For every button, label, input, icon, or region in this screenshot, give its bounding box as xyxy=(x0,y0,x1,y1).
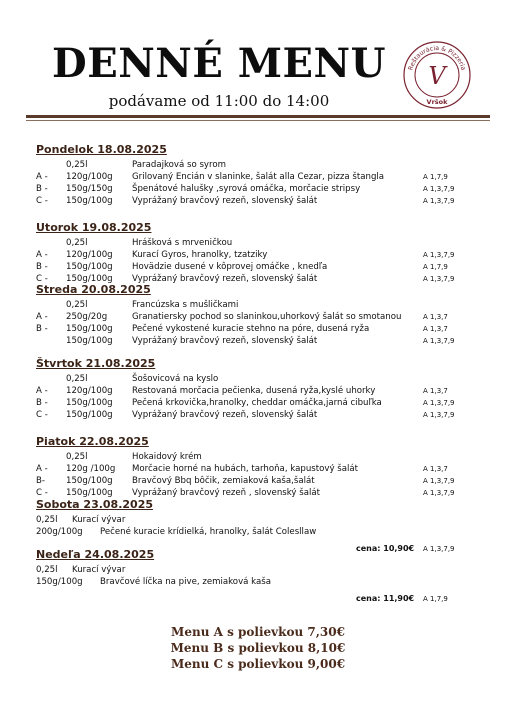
item-letter: A - xyxy=(36,250,48,260)
menu-item-row xyxy=(0,475,516,487)
item-allergens: A 1,3,7 xyxy=(423,325,448,333)
day-heading: Nedeľa 24.08.2025 xyxy=(36,548,155,561)
menu-item-row xyxy=(0,183,516,195)
item-allergens: A 1,3,7,9 xyxy=(423,251,455,259)
item-quantity: 150g/100g xyxy=(66,336,113,346)
item-dish: Vyprážaný bravčový rezeň, slovenský šalát xyxy=(132,336,318,346)
item-allergens: A 1,3,7,9 xyxy=(423,275,455,283)
item-dish: Hokaidový krém xyxy=(132,452,202,462)
item-letter: B - xyxy=(36,262,48,272)
item-dish: Bravčový Bbq bôčik, zemiaková kaša,šalát xyxy=(132,476,315,486)
item-dish: Vyprážaný bravčový rezeň, slovenský šalát xyxy=(132,196,318,206)
day-heading: Utorok 19.08.2025 xyxy=(36,221,152,234)
menu-item-row xyxy=(0,311,516,323)
item-quantity: 200g/100g xyxy=(36,527,83,537)
item-dish: Paradajková so syrom xyxy=(132,160,226,170)
item-dish: Hrášková s mrveničkou xyxy=(132,238,233,248)
page-title: DENNÉ MENU xyxy=(52,40,386,87)
item-quantity: 0,25l xyxy=(66,160,88,170)
weekend-price-row xyxy=(0,593,516,605)
item-dish: Vyprážaný bravčový rezeň, slovenský šalát xyxy=(132,274,318,284)
item-quantity: 120g/100g xyxy=(66,386,113,396)
item-quantity: 0,25l xyxy=(36,565,58,575)
item-quantity: 0,25l xyxy=(66,238,88,248)
item-dish: Hovädzie dusené v kôprovej omáčke , knedľa xyxy=(132,262,328,272)
menu-price-b: Menu B s polievkou 8,10€ xyxy=(170,641,346,655)
item-dish: Špenátové halušky ,syrová omáčka, morčacie stripsy xyxy=(132,184,361,194)
item-allergens: A 1,7,9 xyxy=(423,263,448,271)
item-allergens: A 1,3,7 xyxy=(423,465,448,473)
item-quantity: 0,25l xyxy=(66,452,88,462)
item-dish: Pečené vykostené kuracie stehno na póre, dusená ryža xyxy=(132,324,370,334)
item-dish: Restovaná morčacia pečienka, dusená ryža,kyslé uhorky xyxy=(132,386,376,396)
item-quantity: 120g /100g xyxy=(66,464,116,474)
item-allergens: A 1,3,7,9 xyxy=(423,477,455,485)
item-allergens: A 1,3,7,9 xyxy=(423,399,455,407)
item-dish: Kurací vývar xyxy=(72,515,126,525)
item-letter: A - xyxy=(36,172,48,182)
item-letter: A - xyxy=(36,386,48,396)
item-dish: Francúzska s mušličkami xyxy=(132,300,239,310)
item-letter: B - xyxy=(36,324,48,334)
menu-item-row xyxy=(0,397,516,409)
item-letter: A - xyxy=(36,312,48,322)
weekend-allergens: A 1,7,9 xyxy=(423,595,448,603)
item-quantity: 150g/100g xyxy=(66,274,113,284)
item-dish: Pečená krkovička,hranolky, cheddar omáčka,jarná cibuľka xyxy=(132,398,382,408)
item-quantity: 120g/100g xyxy=(66,172,113,182)
soup-row xyxy=(0,299,516,311)
item-quantity: 150g/100g xyxy=(66,410,113,420)
item-letter: B - xyxy=(36,184,48,194)
item-dish: Granatiersky pochod so slaninkou,uhorkový šalát so smotanou xyxy=(132,312,402,322)
item-letter: C - xyxy=(36,196,48,206)
item-quantity: 150g/100g xyxy=(66,476,113,486)
item-quantity: 0,25l xyxy=(66,374,88,384)
day-heading: Streda 20.08.2025 xyxy=(36,283,151,296)
item-allergens: A 1,3,7,9 xyxy=(423,489,455,497)
item-letter: B- xyxy=(36,476,45,486)
menu-price-c: Menu C s polievkou 9,00€ xyxy=(170,657,346,671)
header-divider-thin xyxy=(26,120,490,121)
item-dish: Pečené kuracie krídielká, hranolky, šalát Colesllaw xyxy=(100,527,317,537)
soup-row xyxy=(0,237,516,249)
item-letter: C - xyxy=(36,410,48,420)
item-dish: Bravčové líčka na pive, zemiaková kaša xyxy=(100,577,271,587)
item-dish: Kurací vývar xyxy=(72,565,126,575)
item-quantity: 150g/100g xyxy=(66,488,113,498)
weekend-menu-row xyxy=(0,576,516,588)
item-letter: C - xyxy=(36,274,48,284)
item-quantity: 0,25l xyxy=(66,300,88,310)
menu-item-row xyxy=(0,171,516,183)
item-allergens: A 1,3,7,9 xyxy=(423,185,455,193)
item-dish: Vyprážaný bravčový rezeň , slovenský šalát xyxy=(132,488,321,498)
header-divider xyxy=(26,115,490,118)
soup-row xyxy=(0,159,516,171)
item-quantity: 150g/150g xyxy=(66,184,113,194)
item-dish: Vyprážaný bravčový rezeň, slovenský šalát xyxy=(132,410,318,420)
restaurant-logo xyxy=(402,40,472,110)
weekend-menu-row xyxy=(0,526,516,538)
logo-arc-text: Reštaurácia & Pizzeria xyxy=(407,45,467,72)
item-letter: A - xyxy=(36,464,48,474)
day-heading: Pondelok 18.08.2025 xyxy=(36,143,167,156)
weekend-menu-row xyxy=(0,564,516,576)
menu-price-a: Menu A s polievkou 7,30€ xyxy=(171,625,345,639)
day-heading: Štvrtok 21.08.2025 xyxy=(36,357,156,370)
menu-item-row xyxy=(0,335,516,347)
item-quantity: 150g/100g xyxy=(36,577,83,587)
item-allergens: A 1,3,7,9 xyxy=(423,411,455,419)
item-allergens: A 1,3,7 xyxy=(423,313,448,321)
item-allergens: A 1,7,9 xyxy=(423,173,448,181)
menu-item-row xyxy=(0,195,516,207)
item-quantity: 150g/100g xyxy=(66,262,113,272)
menu-item-row xyxy=(0,249,516,261)
menu-item-row xyxy=(0,463,516,475)
menu-item-row xyxy=(0,261,516,273)
soup-row xyxy=(0,373,516,385)
day-heading: Sobota 23.08.2025 xyxy=(36,498,154,511)
menu-item-row xyxy=(0,323,516,335)
item-quantity: 150g/100g xyxy=(66,324,113,334)
weekend-price: cena: 10,90€ xyxy=(356,544,415,553)
menu-item-row xyxy=(0,385,516,397)
weekend-price: cena: 11,90€ xyxy=(356,594,415,603)
item-allergens: A 1,3,7 xyxy=(423,387,448,395)
item-quantity: 120g/100g xyxy=(66,250,113,260)
soup-row xyxy=(0,451,516,463)
weekend-allergens: A 1,3,7,9 xyxy=(423,545,455,553)
item-dish: Kurací Gyros, hranolky, tzatziky xyxy=(132,250,268,260)
item-quantity: 150g/100g xyxy=(66,398,113,408)
item-allergens: A 1,3,7,9 xyxy=(423,197,455,205)
day-heading: Piatok 22.08.2025 xyxy=(36,435,149,448)
logo-name: Vršok xyxy=(426,98,448,106)
item-dish: Morčacie horné na hubách, tarhoňa, kapustový šalát xyxy=(132,464,359,474)
menu-item-row xyxy=(0,409,516,421)
item-quantity: 0,25l xyxy=(36,515,58,525)
menu-price-list xyxy=(0,624,516,672)
item-allergens: A 1,3,7,9 xyxy=(423,337,455,345)
serving-hours: podávame od 11:00 do 14:00 xyxy=(108,92,330,110)
item-letter: C - xyxy=(36,488,48,498)
item-quantity: 250g/20g xyxy=(66,312,108,322)
logo-monogram: V xyxy=(428,62,446,90)
item-quantity: 150g/100g xyxy=(66,196,113,206)
item-letter: B - xyxy=(36,398,48,408)
weekend-menu-row xyxy=(0,514,516,526)
item-dish: Šošovicová na kyslo xyxy=(132,374,219,384)
item-dish: Grilovaný Encián v slaninke, šalát alla Cezar, pizza štangla xyxy=(132,172,385,182)
